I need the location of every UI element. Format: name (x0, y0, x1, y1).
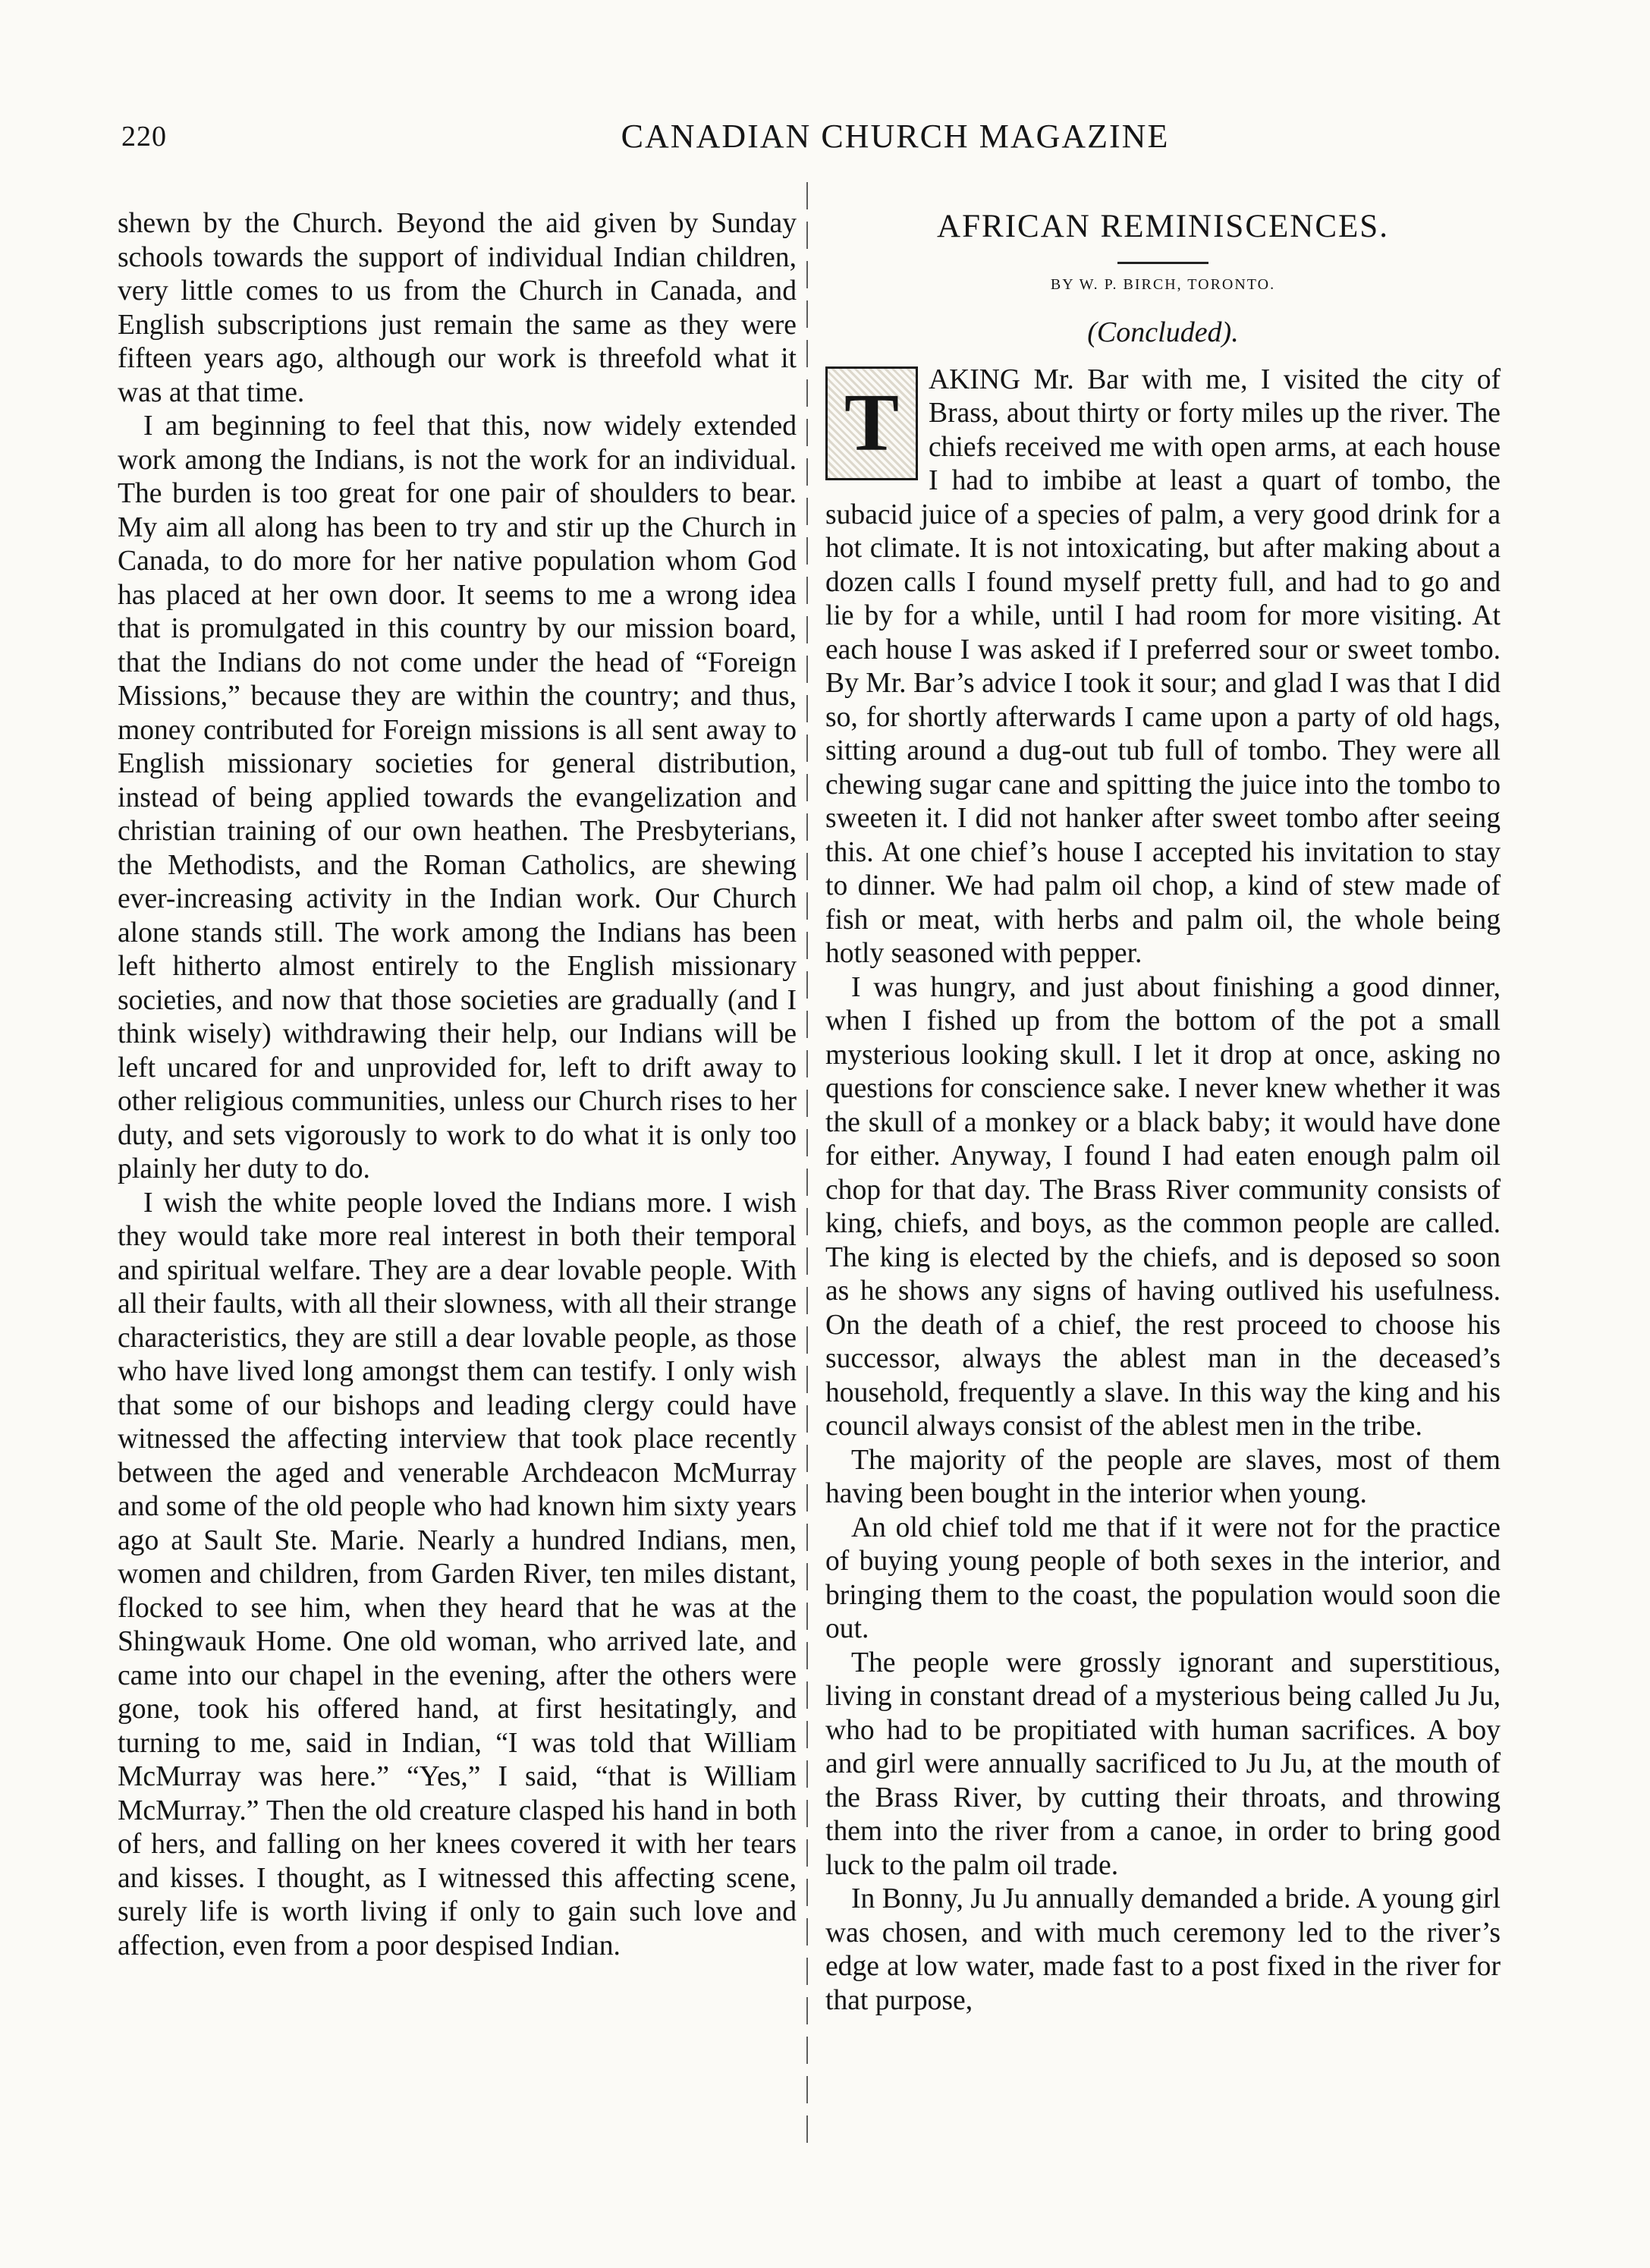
concluded-note: (Concluded). (1087, 316, 1239, 348)
running-title: CANADIAN CHURCH MAGAZINE (621, 118, 1170, 155)
right-column (825, 207, 1501, 2018)
title-divider (1117, 262, 1208, 264)
article-title: AFRICAN REMINISCENCES. (937, 209, 1389, 244)
left-column (118, 207, 797, 1963)
article-paragraph-3: The majority of the people are slaves, most of them having been bought in the interior when young. (825, 1444, 1501, 1509)
left-paragraph-1: shewn by the Church. Beyond the aid given by Sunday schools towards the support of individual Indian children, very little comes to us from the Church in Canada, and English subscriptions just remain the same as they were fifteen years ago, although our work is threefold what it was at that time. (118, 208, 797, 408)
column-rule (806, 182, 808, 2155)
article-paragraph-1 (825, 363, 1501, 971)
drop-cap: T (825, 366, 918, 480)
article-paragraph-4: An old chief told me that if it were not for the practice of buying young people of both sexes in the interior, and bringing them to the coast, the population would soon die out. (825, 1511, 1501, 1644)
page-header (121, 120, 1551, 165)
article-paragraph-5: The people were grossly ignorant and superstitious, living in constant dread of a mysterious being called Ju Ju, who had to be propitiated with human sacrifices. A boy and girl were annually sacrificed to Ju Ju, at the mouth of the Brass River, by cutting their throats, and throwing them into the river from a canoe, in order to bring good luck to the palm oil trade. (825, 1647, 1501, 1881)
page-number: 220 (121, 121, 167, 153)
article-byline: BY W. P. BIRCH, TORONTO. (1050, 276, 1276, 293)
left-paragraph-2: I am beginning to feel that this, now widely extended work among the Indians, is not the work for an individual. The burden is too great for one pair of shoulders to bear. My aim all along has been to try and stir up the Church in Canada, to do more for her native population whom God has placed at her own door. It seems to me a wrong idea that is promulgated in this country by our mission board, that the Indians do not come under the head of “Foreign Missions,” because they are within the country; and thus, money contributed for Foreign missions is all sent away to English missionary societies for general distribution, instead of being applied towards the evangelization and christian training of our own heathen. The Presbyterians, the Methodists, and the Roman Catholics, are shewing ever-increasing activity in the Indian work. Our Church alone stands still. The work among the Indians has been left hitherto almost entirely to the English missionary societies, and now that those societies are gradually (and I think wisely) withdrawing their help, our Indians will be left uncared for and unprovided for, left to drift away to other religious communities, unless our Church rises to her duty, and sets vigorously to work to do what it is only too plainly her duty to do. (118, 411, 797, 1184)
article-paragraph-2: I was hungry, and just about finishing a good dinner, when I fished up from the bottom of the pot a small mysterious looking skull. I let it drop at once, asking no questions for conscience sake. I never knew whether it was the skull of a monkey or a black baby; it would have done for either. Anyway, I found I had eaten enough palm oil chop for that day. The Brass River community consists of king, chiefs, and boys, as the common people are called. The king is elected by the chiefs, and is deposed so soon as he shows any signs of having outlived his usefulness. On the death of a chief, the rest proceed to choose his successor, always the ablest man in the deceased’s household, frequently a slave. In this way the king and his council always consist of the ablest men in the tribe. (825, 971, 1501, 1442)
article-paragraph-6: In Bonny, Ju Ju annually demanded a bride. A young girl was chosen, and with much ceremony led to the river’s edge at low water, made fast to a post fixed in the river for that purpose, (825, 1883, 1501, 2016)
left-paragraph-3: I wish the white people loved the Indians more. I wish they would take more real interest in both their temporal and spiritual welfare. They are a dear lovable people. With all their faults, with all their slowness, with all their strange characteristics, they are still a dear lovable people, as those who have lived long amongst them can testify. I only wish that some of our bishops and leading clergy could have witnessed the affecting interview that took place recently between the aged and venerable Archdeacon McMurray and some of the old people who had known him sixty years ago at Sault Ste. Marie. Nearly a hundred Indians, men, women and children, from Garden River, ten miles distant, flocked to see him, when they heard that he was at the Shingwauk Home. One old woman, who arrived late, and came into our chapel in the evening, after the others were gone, took his offered hand, at first hesitatingly, and turning to me, said in Indian, “I was told that William McMurray was here.” “Yes,” I said, “that is William McMurray.” Then the old creature clasped his hand in both of hers, and falling on her knees covered it with her tears and kisses. I thought, as I witnessed this affecting scene, surely life is worth living if only to gain such love and affection, even from a poor despised Indian. (118, 1187, 797, 1961)
first-paragraph-text: AKING Mr. Bar with me, I visited the city of Brass, about thirty or forty miles up the river. The chiefs received me with open arms, at each house I had to imbibe at least a quart of tombo, the subacid juice of a species of palm, a very good drink for a hot climate. It is not intoxicating, but after making about a dozen calls I found myself pretty full, and had to go and lie by for a while, until I had room for more visiting. At each house I was asked if I preferred sour or sweet tombo. By Mr. Bar’s advice I took it sour; and glad I was that I did so, for shortly afterwards I came upon a party of old hags, sitting around a dug-out tub full of tombo. They were all chewing sugar cane and spitting the juice into the tombo to sweeten it. I did not hanker after sweet tombo after seeing this. At one chief’s house I accepted his invitation to stay to dinner. We had palm oil chop, a kind of stew made of fish or meat, with herbs and palm oil, the whole being hotly seasoned with pepper. (825, 363, 1501, 969)
